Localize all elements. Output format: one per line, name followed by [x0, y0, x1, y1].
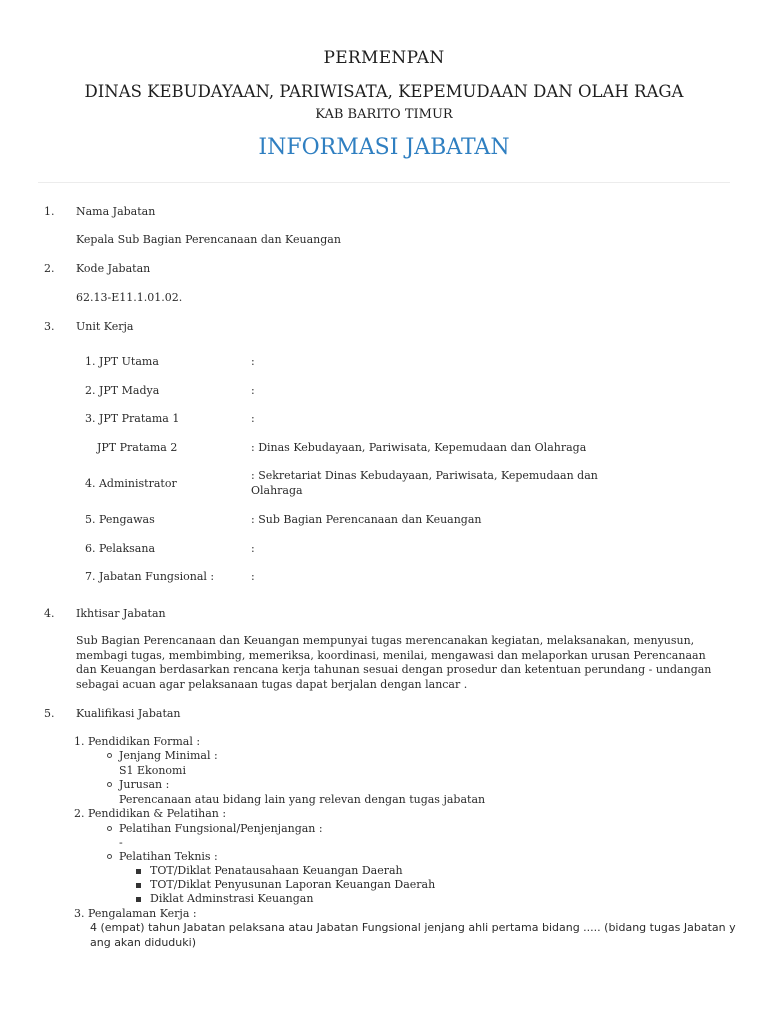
pelatihan-fungsional-value: - — [119, 836, 123, 849]
circle-bullet-icon — [107, 854, 112, 859]
unit-row-label: 7. Jabatan Fungsional : — [85, 570, 215, 583]
unit-row-label: 5. Pengawas — [85, 513, 155, 526]
unit-row-value: : — [251, 542, 255, 555]
kode-jabatan-value: 62.13-E11.1.01.02. — [76, 291, 183, 304]
unit-row-value: : — [251, 570, 255, 583]
section-2-number: 2. — [44, 262, 55, 275]
teknis-item: Diklat Adminstrasi Keuangan — [150, 892, 314, 905]
unit-row-value: : Dinas Kebudayaan, Pariwisata, Kepemudaan dan Olahraga — [251, 441, 587, 454]
unit-row-value: : Sekretariat Dinas Kebudayaan, Pariwisata, Kepemudaan dan — [251, 469, 598, 482]
square-bullet-icon — [136, 883, 141, 888]
pengalaman-value-cont: ang akan diduduki) — [90, 936, 196, 949]
teknis-item: TOT/Diklat Penatausahaan Keuangan Daerah — [150, 864, 403, 877]
doc-title: INFORMASI JABATAN — [258, 135, 510, 160]
section-5-number: 5. — [44, 707, 55, 720]
unit-row-value-cont: Olahraga — [251, 484, 303, 497]
section-1-number: 1. — [44, 205, 55, 218]
doc-header-dinas: DINAS KEBUDAYAAN, PARIWISATA, KEPEMUDAAN DAN OLAH RAGA — [84, 82, 684, 101]
unit-row-value: : Sub Bagian Perencanaan dan Keuangan — [251, 513, 482, 526]
unit-row-value: : — [251, 355, 255, 368]
section-2-label: Kode Jabatan — [76, 262, 151, 275]
jurusan-value: Perencanaan atau bidang lain yang relevan dengan tugas jabatan — [119, 793, 486, 806]
unit-row-label: JPT Pratama 2 — [97, 441, 178, 454]
pelatihan-teknis-label: Pelatihan Teknis : — [119, 850, 218, 863]
pengalaman-value: 4 (empat) tahun Jabatan pelaksana atau Jabatan Fungsional jenjang ahli pertama bidang ..... (bidang tugas Jabatan y — [90, 921, 736, 934]
unit-row-value: : — [251, 412, 255, 425]
doc-header-kab: KAB BARITO TIMUR — [315, 107, 453, 122]
circle-bullet-icon — [107, 782, 112, 787]
section-1-label: Nama Jabatan — [76, 205, 156, 218]
header-divider — [38, 182, 730, 183]
unit-row-label: 6. Pelaksana — [85, 542, 155, 555]
pelatihan-fungsional-label: Pelatihan Fungsional/Penjenjangan : — [119, 822, 323, 835]
jurusan-label: Jurusan : — [119, 778, 170, 791]
ikhtisar-paragraph: Sub Bagian Perencanaan dan Keuangan mempunyai tugas merencanakan kegiatan, melaksanakan, menyusun, membagi tugas, membimbing, memeriksa, koordinasi, menilai, mengawasi dan melaporkan urusan Perencanaan dan Keuangan berdasarkan rencana kerja tahunan sesuai dengan prosedur dan ketentuan perundang - undangan sebagai acuan agar pelaksanaan tugas dapat berjalan dengan lancar . — [76, 634, 712, 691]
unit-row-label: 2. JPT Madya — [85, 384, 160, 397]
section-4-label: Ikhtisar Jabatan — [76, 607, 166, 620]
doc-header-permenpan: PERMENPAN — [323, 48, 445, 68]
section-5-label: Kualifikasi Jabatan — [76, 707, 181, 720]
unit-row-label: 3. JPT Pratama 1 — [85, 412, 180, 425]
square-bullet-icon — [136, 869, 141, 874]
circle-bullet-icon — [107, 826, 112, 831]
section-3-number: 3. — [44, 320, 55, 333]
nama-jabatan-value: Kepala Sub Bagian Perencanaan dan Keuangan — [76, 233, 341, 246]
jenjang-value: S1 Ekonomi — [119, 764, 187, 777]
section-3-label: Unit Kerja — [76, 320, 134, 333]
teknis-item: TOT/Diklat Penyusunan Laporan Keuangan Daerah — [150, 878, 436, 891]
pendidikan-formal-label: 1. Pendidikan Formal : — [74, 735, 201, 748]
pelatihan-label: 2. Pendidikan & Pelatihan : — [74, 807, 227, 820]
circle-bullet-icon — [107, 753, 112, 758]
unit-row-label: 4. Administrator — [85, 477, 177, 490]
unit-row-label: 1. JPT Utama — [85, 355, 159, 368]
section-4-number: 4. — [44, 607, 55, 620]
unit-row-value: : — [251, 384, 255, 397]
square-bullet-icon — [136, 897, 141, 902]
pengalaman-label: 3. Pengalaman Kerja : — [74, 907, 197, 920]
jenjang-label: Jenjang Minimal : — [119, 749, 218, 762]
